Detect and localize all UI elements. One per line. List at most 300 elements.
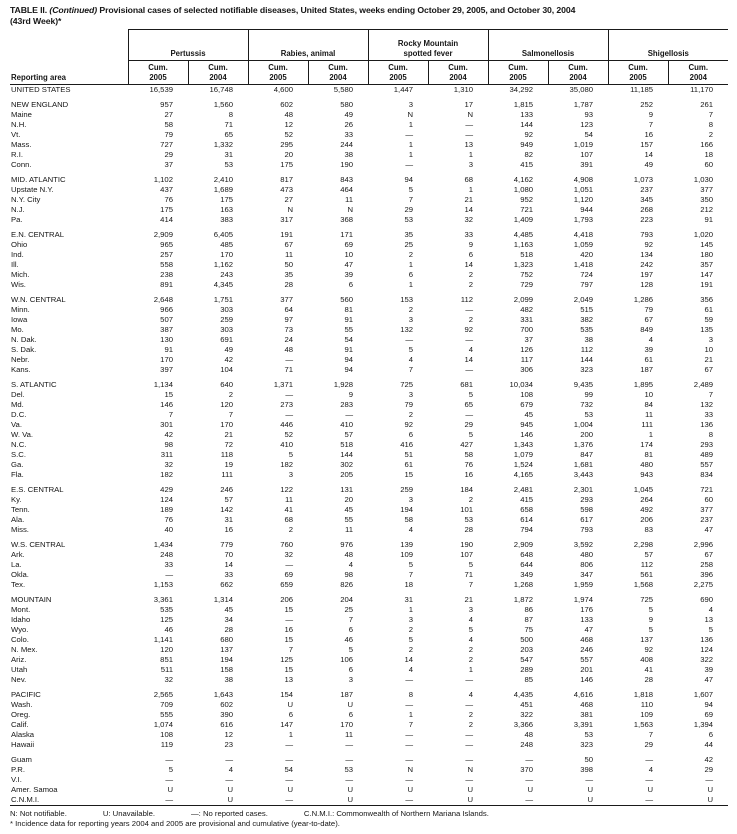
value-cell: 6 [708, 730, 714, 739]
value-cell: 111 [221, 470, 234, 479]
value-cell: 14 [644, 150, 654, 159]
value-cell: — [285, 355, 294, 364]
value-cell: 4 [468, 345, 474, 354]
value-cell: 515 [580, 305, 594, 314]
value-cell: 2 [408, 410, 414, 419]
value-cell: 4 [408, 525, 414, 534]
value-cell: 84 [644, 400, 654, 409]
value-cell: 303 [220, 325, 234, 334]
value-cell: 7 [648, 120, 654, 129]
value-cell: U [407, 785, 414, 794]
value-cell: 468 [580, 700, 594, 709]
value-cell: 180 [700, 250, 714, 259]
value-cell: 485 [220, 240, 234, 249]
value-cell: 39 [344, 270, 354, 279]
value-cell: 1,418 [573, 260, 594, 269]
value-cell: U [347, 700, 354, 709]
value-cell: 26 [344, 120, 354, 129]
value-cell: — [645, 755, 654, 764]
value-cell: 4,485 [513, 230, 534, 239]
value-cell: 1,153 [153, 580, 173, 589]
value-cell: 4,908 [573, 175, 594, 184]
value-cell: 182 [280, 460, 294, 469]
value-cell: — [285, 615, 294, 624]
value-cell: 464 [340, 185, 354, 194]
value-cell: 67 [704, 365, 714, 374]
table-row [10, 460, 728, 470]
value-cell: 797 [580, 280, 594, 289]
value-cell: 397 [160, 365, 173, 374]
value-cell: 2 [468, 270, 474, 279]
value-cell: 81 [644, 450, 654, 459]
value-cell: 2,996 [693, 540, 714, 549]
table-row [10, 450, 728, 460]
value-cell: 9 [648, 615, 654, 624]
value-cell: 446 [280, 420, 294, 429]
value-cell: 34 [224, 615, 234, 624]
reporting-area-cell: Kans. [11, 365, 31, 374]
value-cell: 1 [408, 150, 414, 159]
value-cell: 170 [340, 720, 354, 729]
value-cell: 1,895 [633, 380, 654, 389]
value-cell: 535 [160, 605, 173, 614]
value-cell: 68 [464, 175, 474, 184]
group-header-rocky-mountain-spotted-fever [368, 30, 488, 61]
reporting-area-cell: Upstate N.Y. [11, 185, 54, 194]
value-cell: — [165, 775, 173, 784]
value-cell: 11 [285, 250, 294, 259]
value-cell: 518 [340, 440, 354, 449]
value-cell: 175 [160, 205, 173, 214]
value-cell: 507 [160, 315, 173, 324]
value-cell: 9 [468, 240, 474, 249]
value-cell: 709 [160, 700, 173, 709]
value-cell: 144 [520, 120, 534, 129]
value-cell: 35 [404, 230, 414, 239]
value-cell: 16 [224, 525, 234, 534]
value-cell: 242 [640, 260, 654, 269]
value-cell: 303 [220, 305, 234, 314]
value-cell: 81 [344, 305, 354, 314]
value-cell: 1 [408, 140, 414, 149]
value-cell: 32 [464, 215, 474, 224]
value-cell: 8 [708, 120, 714, 129]
table-row [10, 365, 728, 375]
value-cell: 248 [160, 550, 173, 559]
value-cell: 1,141 [153, 635, 173, 644]
value-cell: 27 [164, 110, 173, 119]
value-cell: 415 [520, 495, 534, 504]
value-cell: 76 [164, 195, 173, 204]
value-cell: 50 [284, 260, 294, 269]
value-cell: 19 [224, 460, 234, 469]
value-cell: 2 [468, 720, 474, 729]
value-cell: 2,049 [573, 295, 594, 304]
value-cell: 3 [408, 390, 414, 399]
value-cell: 55 [344, 325, 354, 334]
value-cell: 377 [700, 185, 714, 194]
table-row [10, 120, 728, 130]
group-label-line1: Rocky Mountain [397, 39, 459, 48]
value-cell: 194 [400, 505, 414, 514]
value-cell: 146 [520, 430, 534, 439]
value-cell: 382 [580, 315, 594, 324]
table-row [10, 400, 728, 410]
value-cell: 153 [400, 295, 414, 304]
reporting-area-cell: S.C. [11, 450, 26, 459]
value-cell: 45 [344, 505, 354, 514]
value-cell: 437 [160, 185, 173, 194]
value-cell: 451 [520, 700, 534, 709]
value-cell: 131 [340, 485, 354, 494]
value-cell: 1,524 [513, 460, 534, 469]
value-cell: 47 [344, 260, 354, 269]
value-cell: 7 [408, 720, 414, 729]
value-cell: 468 [580, 635, 594, 644]
group-header-pertussis [128, 30, 248, 61]
value-cell: 295 [280, 140, 294, 149]
value-cell: 5 [468, 430, 474, 439]
value-cell: 13 [464, 140, 474, 149]
value-cell: 94 [704, 700, 714, 709]
table-row [10, 710, 728, 720]
value-cell: 349 [520, 570, 534, 579]
value-cell: 976 [340, 540, 354, 549]
reporting-area-cell: Md. [11, 400, 24, 409]
value-cell: 38 [344, 150, 354, 159]
value-cell: 1,030 [693, 175, 714, 184]
value-cell: 2 [408, 625, 414, 634]
value-cell: N [347, 205, 354, 214]
table-row [10, 205, 728, 215]
value-cell: 557 [580, 655, 594, 664]
value-cell: 9 [648, 110, 654, 119]
value-cell: 700 [520, 325, 534, 334]
value-cell: 29 [644, 740, 654, 749]
value-cell: 614 [520, 515, 534, 524]
value-cell: 14 [464, 260, 474, 269]
value-cell: 1,447 [393, 85, 414, 94]
value-cell: 1,376 [573, 440, 594, 449]
group-label-line2: Rabies, animal [280, 48, 336, 58]
value-cell: 410 [340, 420, 354, 429]
value-cell: 49 [224, 345, 234, 354]
value-cell: N [287, 205, 294, 214]
value-cell: 7 [408, 365, 414, 374]
value-cell: 15 [404, 470, 414, 479]
value-cell: 8 [408, 690, 414, 699]
value-cell: 415 [520, 160, 534, 169]
value-cell: U [587, 785, 594, 794]
value-cell: 44 [704, 740, 714, 749]
value-cell: 5 [648, 605, 654, 614]
value-cell: 1,134 [153, 380, 173, 389]
value-cell: 49 [644, 160, 654, 169]
value-cell: 511 [160, 665, 173, 674]
value-cell: 38 [584, 335, 594, 344]
value-cell: 826 [340, 580, 354, 589]
value-cell: 5 [288, 450, 294, 459]
value-cell: 5 [408, 345, 414, 354]
table-row [10, 260, 728, 270]
table-row [10, 250, 728, 260]
value-cell: 2,275 [693, 580, 714, 589]
value-cell: 306 [520, 365, 534, 374]
value-cell: 55 [344, 515, 354, 524]
value-cell: 317 [280, 215, 294, 224]
value-cell: 35 [284, 270, 294, 279]
table-row [10, 440, 728, 450]
title-text: Provisional cases of selected notifiable diseases, United States, weeks ending October 29, 2005, and October 30, 2004 [99, 5, 576, 15]
value-cell: 112 [640, 560, 654, 569]
value-cell: 7 [408, 570, 414, 579]
value-cell: 3 [468, 160, 474, 169]
value-cell: 42 [164, 430, 173, 439]
subheader-cum-2004: Cum. 2004 [668, 61, 728, 85]
value-cell: 48 [284, 345, 294, 354]
reporting-area-cell: Calif. [11, 720, 29, 729]
value-cell: 1,563 [633, 720, 654, 729]
value-cell: 5 [648, 625, 654, 634]
value-cell: 560 [340, 295, 354, 304]
value-cell: 17 [464, 100, 474, 109]
value-cell: 957 [160, 100, 173, 109]
value-cell: 243 [220, 270, 234, 279]
value-cell: 794 [520, 525, 534, 534]
reporting-area-cell: N. Mex. [11, 645, 38, 654]
value-cell: — [345, 410, 354, 419]
value-cell: 2,481 [513, 485, 534, 494]
reporting-area-cell: Wis. [11, 280, 26, 289]
value-cell: 71 [284, 365, 294, 374]
value-cell: 3 [408, 100, 414, 109]
value-cell: 289 [520, 665, 534, 674]
reporting-area-cell: Ill. [11, 260, 19, 269]
value-cell: 257 [160, 250, 173, 259]
reporting-area-cell: La. [11, 560, 22, 569]
value-cell: 29 [464, 420, 474, 429]
value-cell: 39 [644, 345, 654, 354]
table-row [10, 605, 728, 615]
value-cell: 79 [404, 400, 414, 409]
value-cell: 76 [164, 515, 173, 524]
value-cell: 2 [468, 710, 474, 719]
value-cell: 170 [220, 420, 234, 429]
value-cell: U [467, 795, 474, 804]
value-cell: 691 [220, 335, 234, 344]
value-cell: 617 [580, 515, 594, 524]
value-cell: 4 [708, 605, 714, 614]
reporting-area-cell: E.N. CENTRAL [11, 230, 64, 239]
value-cell: 258 [700, 560, 714, 569]
value-cell: 12 [284, 120, 294, 129]
value-cell: 136 [700, 635, 714, 644]
value-cell: 4,600 [273, 85, 294, 94]
value-cell: 147 [280, 720, 294, 729]
value-cell: 142 [220, 505, 234, 514]
value-cell: 237 [700, 515, 714, 524]
value-cell: 500 [520, 635, 534, 644]
subheader-cum-2004: Cum. 2004 [308, 61, 368, 85]
value-cell: 58 [404, 515, 414, 524]
group-label-line2: Pertussis [170, 48, 206, 58]
value-cell: 33 [704, 410, 714, 419]
value-cell: 4 [648, 335, 654, 344]
table-row [10, 185, 728, 195]
value-cell: U [287, 700, 294, 709]
value-cell: N [407, 110, 414, 119]
table-row [10, 525, 728, 535]
value-cell: 3 [408, 315, 414, 324]
table-row [10, 765, 728, 775]
value-cell: 15 [284, 635, 294, 644]
table-row [10, 700, 728, 710]
value-cell: 244 [340, 140, 354, 149]
value-cell: 943 [640, 470, 654, 479]
value-cell: 4,345 [213, 280, 234, 289]
value-cell: 16,539 [149, 85, 173, 94]
table-row [10, 390, 728, 400]
value-cell: — [465, 335, 474, 344]
value-cell: — [405, 675, 414, 684]
value-cell: 33 [224, 570, 234, 579]
subheader-cum-2005: Cum. 2005 [128, 61, 188, 85]
table-row [10, 195, 728, 205]
value-cell: 166 [700, 140, 714, 149]
table-row [10, 95, 728, 110]
reporting-area-cell: Mo. [11, 325, 24, 334]
value-cell: 94 [404, 175, 414, 184]
value-cell: 246 [220, 485, 234, 494]
value-cell: 725 [400, 380, 414, 389]
value-cell: 264 [640, 495, 654, 504]
value-cell: 3,361 [153, 595, 173, 604]
value-cell: 2 [468, 645, 474, 654]
value-cell: 98 [164, 440, 173, 449]
reporting-area-cell: Mich. [11, 270, 30, 279]
value-cell: 15 [284, 665, 294, 674]
table-row [10, 495, 728, 505]
value-cell: 25 [404, 240, 414, 249]
value-cell: 2,648 [153, 295, 173, 304]
value-cell: — [405, 700, 414, 709]
reporting-area-cell: E.S. CENTRAL [11, 485, 64, 494]
value-cell: 15 [164, 390, 173, 399]
value-cell: 144 [340, 450, 354, 459]
value-cell: 1,310 [453, 85, 474, 94]
value-cell: 690 [700, 595, 714, 604]
value-cell: 1,787 [573, 100, 594, 109]
page-title [10, 5, 728, 26]
value-cell: 206 [280, 595, 294, 604]
value-cell: — [165, 755, 173, 764]
value-cell: 2,099 [513, 295, 534, 304]
value-cell: 54 [584, 130, 594, 139]
value-cell: 1,872 [513, 595, 534, 604]
value-cell: 109 [400, 550, 414, 559]
value-cell: 390 [220, 710, 234, 719]
value-cell: 1 [648, 430, 654, 439]
value-cell: — [165, 795, 173, 804]
value-cell: 53 [224, 160, 234, 169]
value-cell: 8 [708, 430, 714, 439]
value-cell: U [467, 785, 474, 794]
value-cell: 76 [464, 460, 474, 469]
value-cell: 201 [580, 665, 594, 674]
value-cell: 137 [640, 635, 654, 644]
value-cell: 408 [640, 655, 654, 664]
value-cell: 322 [700, 655, 714, 664]
reporting-area-cell: D.C. [11, 410, 27, 419]
value-cell: 843 [340, 175, 354, 184]
value-cell: 223 [640, 215, 654, 224]
value-cell: 293 [700, 440, 714, 449]
value-cell: 6 [348, 625, 354, 634]
value-cell: 1,332 [213, 140, 234, 149]
value-cell: 70 [224, 550, 234, 559]
value-cell: 5 [408, 560, 414, 569]
value-cell: — [585, 775, 594, 784]
value-cell: 126 [520, 345, 534, 354]
reporting-area-cell: V.I. [11, 775, 22, 784]
value-cell: 248 [520, 740, 534, 749]
value-cell: 197 [640, 270, 654, 279]
reporting-area-cell: Vt. [11, 130, 21, 139]
group-header-salmonellosis [488, 30, 608, 61]
reporting-area-cell: Ariz. [11, 655, 27, 664]
value-cell: 18 [404, 580, 414, 589]
value-cell: 659 [280, 580, 294, 589]
value-cell: 10,034 [509, 380, 534, 389]
value-cell: 190 [460, 540, 474, 549]
value-cell: 561 [640, 570, 654, 579]
table-row [10, 85, 728, 96]
value-cell: 92 [644, 645, 654, 654]
table-row [10, 750, 728, 765]
value-cell: 61 [704, 305, 714, 314]
value-cell: 27 [284, 195, 294, 204]
value-cell: 163 [220, 205, 234, 214]
value-cell: 1,409 [513, 215, 534, 224]
value-cell: 4 [348, 560, 354, 569]
value-cell: 1,793 [573, 215, 594, 224]
value-cell: 67 [644, 315, 654, 324]
value-cell: 170 [160, 355, 173, 364]
reporting-area-cell: Minn. [11, 305, 30, 314]
value-cell: 67 [704, 550, 714, 559]
table-row [10, 335, 728, 345]
subheader-cum-2004: Cum. 2004 [428, 61, 488, 85]
value-cell: 117 [520, 355, 534, 364]
value-cell: 54 [284, 765, 294, 774]
value-cell: 5 [708, 625, 714, 634]
value-cell: 5 [168, 765, 173, 774]
table-row [10, 625, 728, 635]
value-cell: 1,045 [633, 485, 654, 494]
table-row [10, 240, 728, 250]
value-cell: 1,394 [693, 720, 714, 729]
reporting-area-cell: Nebr. [11, 355, 30, 364]
value-cell: — [285, 775, 294, 784]
value-cell: 29 [404, 205, 414, 214]
value-cell: — [285, 740, 294, 749]
value-cell: 416 [400, 440, 414, 449]
reporting-area-cell: Ala. [11, 515, 25, 524]
value-cell: — [405, 130, 414, 139]
value-cell: U [347, 795, 354, 804]
value-cell: 92 [644, 240, 654, 249]
value-cell: 9,435 [573, 380, 594, 389]
